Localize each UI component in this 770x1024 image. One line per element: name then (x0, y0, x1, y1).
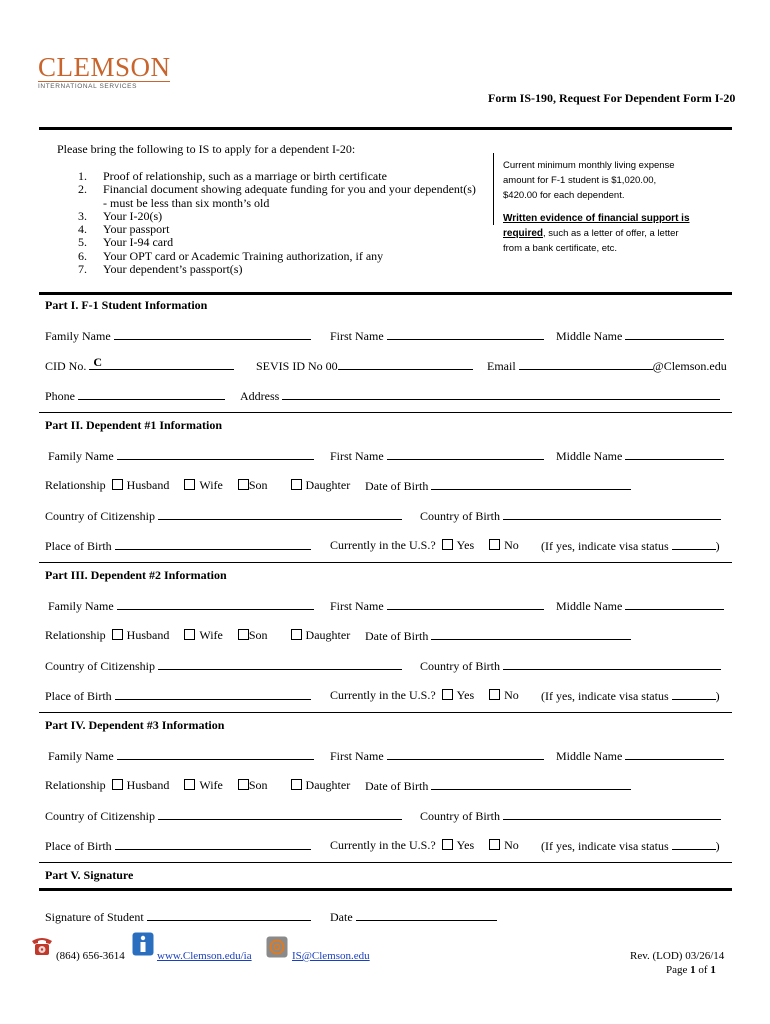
visa-note-close: ) (715, 689, 720, 703)
dep1-relationship-row (45, 478, 350, 493)
dob-field[interactable] (431, 478, 631, 490)
dep2-visa-note (541, 688, 720, 704)
country-birth-label: Country of Birth (420, 659, 500, 673)
email-label: Email (487, 359, 516, 373)
first-name-field[interactable] (387, 448, 544, 460)
part1-name-row (45, 328, 311, 344)
husband-checkbox[interactable] (112, 779, 123, 790)
in-us-label: Currently in the U.S.? (330, 538, 436, 552)
part3-heading: Part III. Dependent #2 Information (45, 568, 227, 582)
telephone-icon (30, 935, 54, 957)
sevis-field[interactable] (338, 358, 473, 370)
middle-name-label: Middle Name (556, 329, 623, 343)
no-label: No (504, 538, 519, 552)
dep2-relationship-row (45, 628, 350, 643)
list-item: 1. Proof of relationship, such as a marriage or birth certificate (78, 169, 387, 183)
dob-field[interactable] (431, 628, 631, 640)
part1-first-name (330, 328, 544, 344)
part5-heading: Part V. Signature (45, 868, 134, 882)
husband-label: Husband (126, 628, 170, 642)
middle-name-label: Middle Name (556, 749, 623, 763)
yes-label: Yes (456, 688, 475, 702)
citizenship-label: Country of Citizenship (45, 659, 155, 673)
wife-checkbox[interactable] (184, 629, 195, 640)
part2-heading: Part II. Dependent #1 Information (45, 418, 222, 432)
info-icon (132, 932, 154, 956)
dep1-citizenship (45, 508, 402, 524)
visa-note-label: (If yes, indicate visa status (541, 689, 669, 703)
phone-field[interactable] (78, 388, 225, 400)
family-name-label: Family Name (48, 599, 114, 613)
husband-label: Husband (126, 478, 170, 492)
son-label: Son (248, 628, 268, 642)
phone-row (45, 388, 225, 404)
visa-note-close: ) (715, 539, 720, 553)
husband-checkbox[interactable] (112, 479, 123, 490)
citizenship-field[interactable] (158, 508, 402, 520)
address-label: Address (240, 389, 280, 403)
part5-rule (39, 862, 732, 863)
logo-subtitle: INTERNATIONAL SERVICES (38, 83, 138, 90)
list-item: 4. Your passport (78, 222, 170, 237)
middle-name-field[interactable] (625, 328, 724, 340)
family-name-label: Family Name (48, 449, 114, 463)
daughter-label: Daughter (305, 478, 351, 492)
side-note-line: Current minimum monthly living expense (503, 160, 675, 171)
yes-label: Yes (456, 538, 475, 552)
side-note-line: $420.00 for each dependent. (503, 190, 625, 201)
revision-label: Rev. (LOD) 03/26/14 (630, 950, 725, 962)
signature-field[interactable] (147, 909, 311, 921)
part5-heavy-rule (39, 888, 732, 891)
dep2-in-us (330, 688, 519, 703)
dep1-country-birth (420, 508, 721, 524)
visa-status-field[interactable] (672, 688, 716, 700)
website-link[interactable]: www.Clemson.edu/ia (157, 950, 252, 962)
side-note-line: amount for F-1 student is $1,020.00, (503, 175, 657, 186)
first-name-field[interactable] (387, 748, 544, 760)
middle-name-field[interactable] (625, 748, 724, 760)
place-birth-label: Place of Birth (45, 539, 112, 553)
relationship-label: Relationship (45, 778, 106, 792)
dep2-dob (365, 628, 631, 644)
in-us-label: Currently in the U.S.? (330, 838, 436, 852)
citizenship-label: Country of Citizenship (45, 809, 155, 823)
dob-label: Date of Birth (365, 479, 429, 493)
page-current: 1 (690, 964, 696, 976)
dep3-citizenship (45, 808, 402, 824)
phone-label: Phone (45, 389, 75, 403)
list-item: 5. Your I-94 card (78, 235, 174, 250)
part1-heading: Part I. F-1 Student Information (45, 298, 208, 312)
side-note-line: , such as a letter of offer, a letter (543, 228, 679, 239)
wife-checkbox[interactable] (184, 479, 195, 490)
date-row (330, 909, 497, 925)
signature-label: Signature of Student (45, 910, 144, 924)
middle-name-field[interactable] (625, 598, 724, 610)
first-name-label: First Name (330, 449, 384, 463)
dep1-visa-note (541, 538, 720, 554)
dep1-family-name (48, 448, 314, 464)
dep2-place-birth (45, 688, 311, 704)
cid-label: CID No. (45, 359, 87, 373)
dep3-dob (365, 778, 631, 794)
dob-label: Date of Birth (365, 629, 429, 643)
dep3-first-name (330, 748, 544, 764)
son-label: Son (248, 478, 268, 492)
dep1-in-us (330, 538, 519, 553)
page-word: Page (666, 964, 688, 976)
list-item: 7. Your dependent’s passport(s) (78, 262, 243, 277)
dep2-family-name (48, 598, 314, 614)
place-birth-field[interactable] (115, 838, 311, 850)
son-checkbox[interactable] (238, 629, 249, 640)
dep1-dob (365, 478, 631, 494)
dep3-family-name (48, 748, 314, 764)
visa-status-field[interactable] (672, 538, 716, 550)
first-name-label: First Name (330, 599, 384, 613)
citizenship-field[interactable] (158, 808, 402, 820)
email-suffix: @Clemson.edu (652, 359, 727, 373)
cid-prefix: C (93, 355, 103, 369)
list-item: 3. Your I-20(s) (78, 208, 163, 223)
family-name-field[interactable] (117, 448, 314, 460)
part4-heading: Part IV. Dependent #3 Information (45, 718, 225, 732)
dep2-first-name (330, 598, 544, 614)
part3-rule (39, 562, 732, 563)
cid-field[interactable] (89, 355, 234, 370)
dep3-relationship-row (45, 778, 350, 793)
family-name-label: Family Name (45, 329, 111, 343)
address-field[interactable] (282, 388, 720, 400)
part2-rule (39, 412, 732, 413)
header-rule (39, 127, 732, 130)
visa-note-label: (If yes, indicate visa status (541, 839, 669, 853)
family-name-field[interactable] (117, 598, 314, 610)
dob-label: Date of Birth (365, 779, 429, 793)
first-name-label: First Name (330, 749, 384, 763)
date-label: Date (330, 910, 353, 924)
family-name-field[interactable] (117, 748, 314, 760)
clemson-logo (38, 52, 171, 90)
place-birth-field[interactable] (115, 688, 311, 700)
family-name-label: Family Name (48, 749, 114, 763)
yes-label: Yes (456, 838, 475, 852)
dep2-country-birth (420, 658, 721, 674)
side-note-line: from a bank certificate, etc. (503, 243, 618, 254)
daughter-label: Daughter (305, 628, 351, 642)
part1-middle-name (556, 328, 724, 344)
no-checkbox[interactable] (489, 839, 500, 850)
yes-checkbox[interactable] (442, 689, 453, 700)
dep3-place-birth (45, 838, 311, 854)
cid-row (45, 355, 234, 374)
list-item: 6. Your OPT card or Academic Training authorization, if any (78, 248, 384, 263)
side-note-strong: required (503, 228, 544, 239)
wife-checkbox[interactable] (184, 779, 195, 790)
in-us-label: Currently in the U.S.? (330, 688, 436, 702)
footer-phone: (864) 656-3614 (56, 950, 125, 962)
relationship-label: Relationship (45, 628, 106, 642)
dep1-first-name (330, 448, 544, 464)
country-birth-label: Country of Birth (420, 809, 500, 823)
dep2-middle-name (556, 598, 724, 614)
citizenship-field[interactable] (158, 658, 402, 670)
place-birth-field[interactable] (115, 538, 311, 550)
son-checkbox[interactable] (238, 479, 249, 490)
visa-status-field[interactable] (672, 838, 716, 850)
wife-label: Wife (199, 628, 223, 642)
dep3-in-us (330, 838, 519, 853)
email-row (487, 358, 727, 374)
dep2-citizenship (45, 658, 402, 674)
dob-field[interactable] (431, 778, 631, 790)
side-note-strong: Written evidence of financial support is (503, 213, 690, 224)
visa-note-label: (If yes, indicate visa status (541, 539, 669, 553)
email-link[interactable]: IS@Clemson.edu (292, 950, 370, 962)
relationship-label: Relationship (45, 478, 106, 492)
logo-wordmark: CLEMSON (38, 52, 171, 82)
daughter-checkbox[interactable] (291, 479, 302, 490)
country-birth-field[interactable] (503, 808, 721, 820)
husband-checkbox[interactable] (112, 629, 123, 640)
no-checkbox[interactable] (489, 539, 500, 550)
dep3-country-birth (420, 808, 721, 824)
sevis-row (256, 358, 473, 374)
part4-rule (39, 712, 732, 713)
husband-label: Husband (126, 778, 170, 792)
signature-row (45, 909, 311, 925)
page-total: 1 (710, 964, 716, 976)
dep3-middle-name (556, 748, 724, 764)
page-of: of (698, 964, 708, 976)
citizenship-label: Country of Citizenship (45, 509, 155, 523)
part1-rule (39, 292, 732, 295)
first-name-field[interactable] (387, 598, 544, 610)
middle-name-label: Middle Name (556, 599, 623, 613)
visa-note-close: ) (715, 839, 720, 853)
intro-lead: Please bring the following to IS to apply for a dependent I-20: (57, 142, 356, 156)
first-name-field[interactable] (387, 328, 544, 340)
daughter-label: Daughter (305, 778, 351, 792)
son-checkbox[interactable] (238, 779, 249, 790)
dep1-place-birth (45, 538, 311, 554)
address-row (240, 388, 720, 404)
dep3-visa-note (541, 838, 720, 854)
page-number (666, 964, 716, 976)
family-name-field[interactable] (114, 328, 311, 340)
first-name-label: First Name (330, 329, 384, 343)
yes-checkbox[interactable] (442, 539, 453, 550)
yes-checkbox[interactable] (442, 839, 453, 850)
dep1-middle-name (556, 448, 724, 464)
list-item: 2. Financial document showing adequate funding for you and your dependent(s) (78, 182, 476, 197)
date-field[interactable] (356, 909, 497, 921)
sevis-label: SEVIS ID No 00 (256, 359, 338, 373)
side-note (503, 158, 690, 256)
side-note-divider (493, 153, 494, 225)
place-birth-label: Place of Birth (45, 839, 112, 853)
daughter-checkbox[interactable] (291, 629, 302, 640)
no-checkbox[interactable] (489, 689, 500, 700)
middle-name-field[interactable] (625, 448, 724, 460)
wife-label: Wife (199, 778, 223, 792)
place-birth-label: Place of Birth (45, 689, 112, 703)
middle-name-label: Middle Name (556, 449, 623, 463)
email-icon (266, 936, 288, 958)
form-title: Form IS-190, Request For Dependent Form I-20 (488, 91, 736, 105)
no-label: No (504, 838, 519, 852)
son-label: Son (248, 778, 268, 792)
country-birth-field[interactable] (503, 508, 721, 520)
country-birth-field[interactable] (503, 658, 721, 670)
wife-label: Wife (199, 478, 223, 492)
no-label: No (504, 688, 519, 702)
intro-list (78, 170, 476, 276)
daughter-checkbox[interactable] (291, 779, 302, 790)
country-birth-label: Country of Birth (420, 509, 500, 523)
list-item: - must be less than six month’s old (103, 195, 270, 210)
email-field[interactable] (519, 358, 653, 370)
